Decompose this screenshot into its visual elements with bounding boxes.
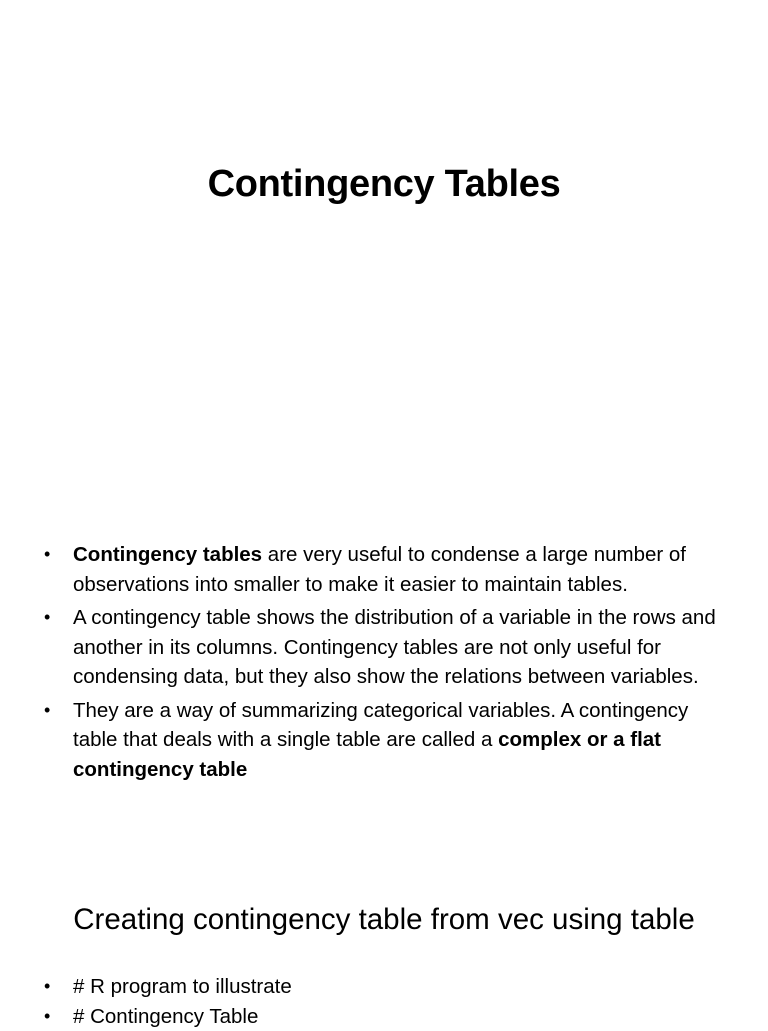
bullet-icon: • [44, 696, 50, 726]
list-item [44, 603, 734, 692]
definition-bullet-list [44, 540, 734, 788]
code-bullet-list [44, 972, 734, 1031]
list-item [44, 696, 734, 785]
bullet-bold-term: complex or a flat contingency table [73, 728, 661, 781]
bullet-text: # Contingency Table [73, 1005, 258, 1028]
bullet-text: # R program to illustrate [73, 975, 292, 998]
bullet-icon: • [44, 603, 50, 633]
bullet-icon: • [44, 1002, 50, 1031]
list-item [44, 540, 734, 599]
bullet-text: A contingency table shows the distribution of a variable in the rows and another in its columns. Contingency tables are not only useful for condensing data, but they also show the relations between variables. [73, 606, 716, 688]
bullet-icon: • [44, 972, 50, 1002]
page-title: Contingency Tables [0, 160, 768, 208]
list-item [44, 972, 734, 1002]
section-title: Creating contingency table from vec using table [0, 900, 768, 940]
bullet-bold-term: Contingency tables [73, 543, 262, 566]
bullet-text: They are a way of summarizing categorical variables. A contingency table that deals with a single table are called a [73, 699, 688, 752]
list-item [44, 1002, 734, 1031]
bullet-text: are very useful to condense a large number of observations into smaller to make it easier to maintain tables. [73, 543, 686, 596]
bullet-icon: • [44, 540, 50, 570]
